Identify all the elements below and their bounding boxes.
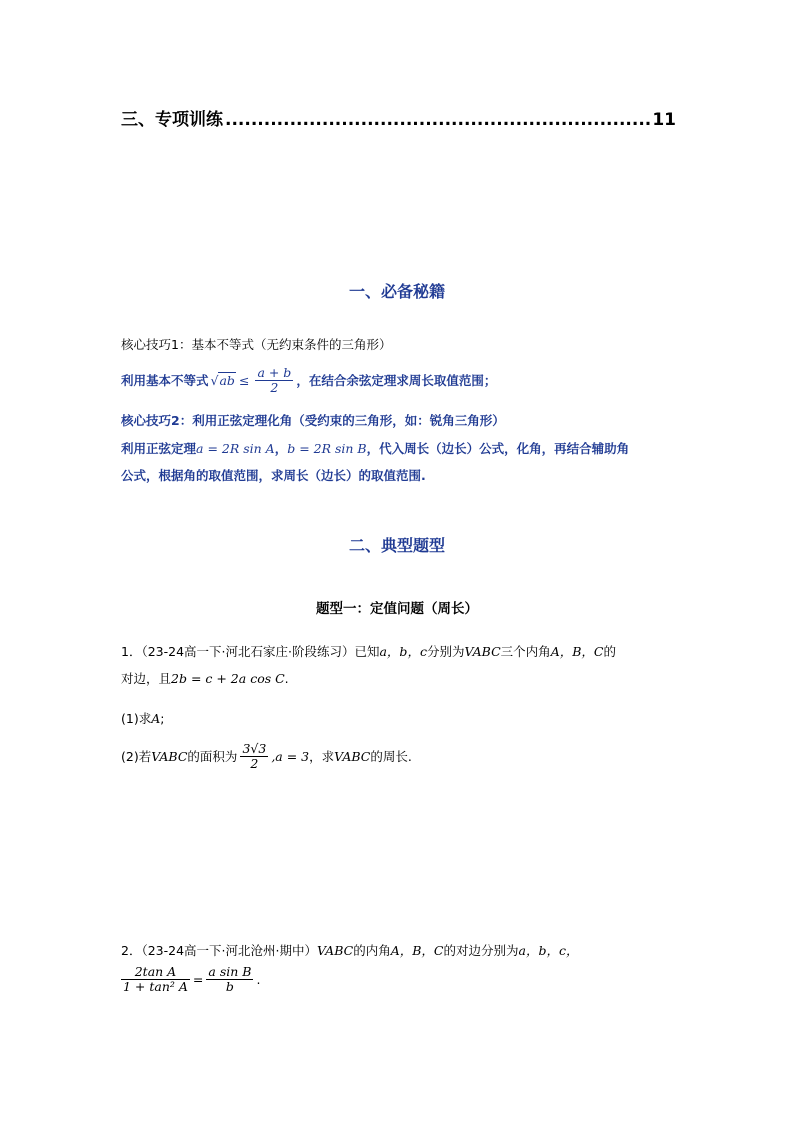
tip2-title: 核心技巧2：利用正弦定理化角（受约束的三角形，如：锐角三角形）: [121, 413, 505, 428]
tip2-eq1: a = 2R sin A: [196, 441, 275, 456]
tip2-line1: [121, 439, 629, 459]
q1-part1: (1)求A;: [121, 711, 165, 726]
toc-page-number: 11: [652, 110, 676, 130]
tip1-pre: 利用基本不等式: [121, 372, 209, 388]
q1-area-fraction: $\frac{3√3}{2}$: [242, 741, 267, 771]
q1-line1: 1．（23-24高一下·河北石家庄·阶段练习）已知a，b，c分别为VABC三个内角A，B，C的: [121, 644, 616, 659]
tip1-le: ≤: [238, 372, 250, 388]
tip1-title: 核心技巧1：基本不等式（无约束条件的三角形）: [121, 337, 392, 352]
q2-rhs-fraction: $\frac{\text{a sin B}}{b}$: [208, 964, 252, 994]
tip2-eq2: b = 2R sin B: [287, 441, 367, 456]
tip1-text: [121, 366, 496, 395]
tip1-post: ，在结合余弦定理求周长取值范围；: [296, 372, 497, 388]
toc-entry[interactable]: [121, 106, 676, 130]
tip2-sep: ，: [274, 441, 288, 456]
q2-lhs-fraction: $\frac{\text{2tan A}}{\text{1 + tan² A}}$: [123, 964, 188, 994]
q1-part2: (2)若 VABC 的面积为 $\frac{3√3}{2}$ ,a = 3 ，求 VABC 的周长.: [121, 741, 412, 771]
section2-title: 二、典型题型: [348, 536, 445, 555]
tip2-pre: 利用正弦定理: [121, 441, 197, 456]
tip1-sqrt: √ab: [210, 372, 235, 388]
toc-leader-dots: [225, 110, 650, 130]
tip2-line2: 公式，根据角的取值范围，求周长（边长）的取值范围.: [121, 468, 426, 483]
q2-equation: $\frac{\text{2tan A}}{\text{1 + tan² A}}$ = $\frac{\text{a sin B}}{b}$ .: [123, 964, 261, 994]
q2-line1: 2．（23-24高一下·河北沧州·期中）VABC的内角A，B，C的对边分别为a，b，c，: [121, 943, 579, 958]
tip2-post: ，代入周长（边长）公式，化角，再结合辅助角: [366, 441, 630, 456]
type1-title: 题型一：定值问题（周长）: [316, 601, 478, 617]
tip1-fraction: $\frac{a + b}{2}$: [257, 365, 292, 395]
q1-line2: 对边，且2b = c + 2a cos C.: [121, 671, 289, 686]
section1-title: 一、必备秘籍: [348, 282, 445, 301]
toc-label: 三、专项训练: [121, 110, 223, 130]
